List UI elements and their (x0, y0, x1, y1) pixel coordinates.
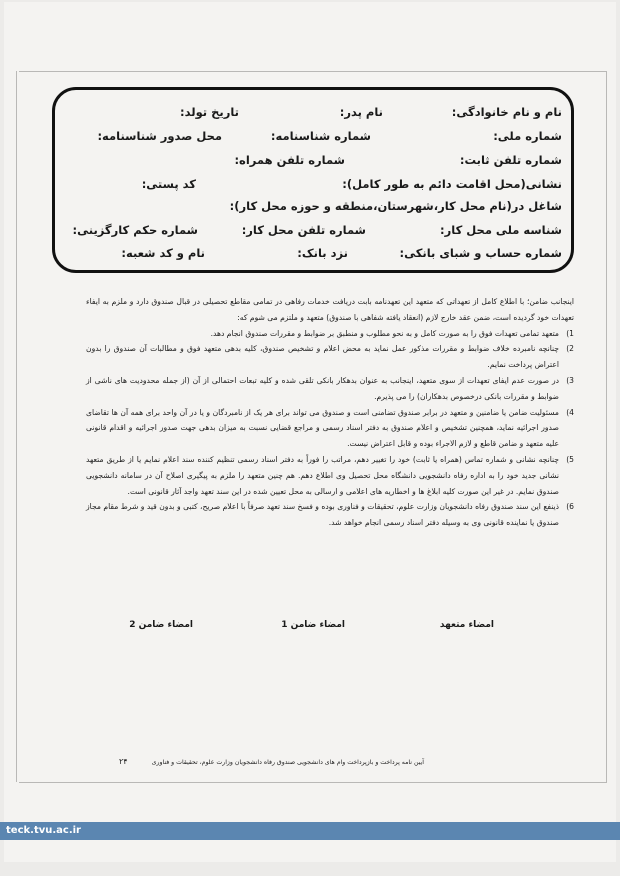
clause-item (86, 373, 574, 405)
clause-text: ذینفع این سند صندوق رفاه دانشجویان وزارت علوم، تحقیقات و فناوری بوده و فسخ سند تعهد صرفاً با اعلام صریح، کتبی و بدون قید و شرط مقام مجاز صندوق یا نماینده قانونی وی به وسیله دفتر اسناد رسمی انجام خواهد شد. (86, 502, 559, 528)
field-landline: شماره تلفن ثابت: (459, 153, 562, 167)
page-frame-bottom (19, 782, 607, 783)
clause-text: چنانچه نامبرده خلاف ضوابط و مقررات مذکور عمل نماید به محض اعلام و تشخیص صندوق، کلیه بدهی متعهد فوق و مطالبات آن صندوق را بدون اعتراض پرداخت نمایم. (86, 344, 559, 370)
field-work-phone: شماره تلفن محل کار: (241, 223, 366, 237)
clause-text: در صورت عدم ایفای تعهدات از سوی متعهد، اینجانب به عنوان بدهکار بانکی تلقی شده و کلیه تبعات احتمالی از آن (از جمله محدودیت های ناشی از ضوابط و مقررات بانکی درخصوص بدهکاران) را می پذیرم. (86, 375, 559, 401)
field-national-id: شماره ملی: (493, 129, 562, 143)
field-bank: نزد بانک: (297, 246, 348, 260)
clause-list (86, 326, 574, 531)
clause-text: مسئولیت ضامن یا ضامنین و متعهد در برابر صندوق تضامنی است و صندوق می تواند برای هر یک از نامبردگان و یا در آن واحد برای همه آن ها تقاضای صدور اجرائیه نماید، همچنین تشخیص و اعلام صندوق به دفتر اسناد رسمی و مراجع قضایی نسبت به میزان بدهی جهت صدور اجرائیه و اقدام قانونی علیه متعهد و ضامن قاطع و لازم الاجراء بوده و قابل اعتراض نیست. (86, 407, 559, 449)
field-postal-code: کد پستی: (141, 177, 196, 191)
clause-item (86, 341, 574, 373)
clause-text: متعهد تمامی تعهدات فوق را به صورت کامل و به نحو مطلوب و منطبق بر ضوابط و مقررات صندوق انجام دهد. (210, 328, 559, 338)
field-father-name: نام پدر: (339, 105, 383, 119)
clause-number: 4) (566, 407, 574, 417)
field-id-number: شماره شناسنامه: (270, 129, 371, 143)
watermark-band (0, 822, 620, 840)
field-address: نشانی(محل اقامت دائم به طور کامل): (342, 177, 562, 191)
signature-guarantor-2: امضاء ضامن 2 (129, 620, 193, 630)
undertaking-text (86, 294, 574, 531)
signature-obligor: امضاء متعهد (439, 620, 494, 630)
clause-number: 1) (566, 328, 574, 338)
page-frame-left (16, 71, 17, 782)
clause-text: چنانچه نشانی و شماره تماس (همراه یا ثابت) خود را تغییر دهم، مراتب را فوراً به دفتر اسناد رسمی تنظیم کننده سند اعلام نمایم یا از طریق متعهد نشانی جدید خود را به اداره رفاه دانشجویی دانشگاه محل تحصیل وی اطلاع دهم. هم چنین متعهد را ملزم به پیگیری اصلاح آن در سامانه دانشجویی صندوق نمایم. در غیر این صورت کلیه ابلاغ ها و اخطاریه های اعلامی و ارسالی به محل تعیین شده در این سند تعهد واجد آثار قانونی است. (86, 454, 559, 496)
footer-title: آیین نامه پرداخت و بازپرداخت وام های دانشجویی صندوق رفاه دانشجویان وزارت علوم، تحقیقات و فناوری (151, 759, 424, 766)
field-bank-account: شماره حساب و شبای بانکی: (399, 246, 562, 260)
field-hiring-order: شماره حکم کارگزینی: (72, 223, 198, 237)
page-frame-top (19, 71, 607, 72)
intro-paragraph: اینجانب ضامن؛ با اطلاع کامل از تعهداتی که متعهد این تعهدنامه بابت دریافت خدمات رفاهی در تمامی مقاطع تحصیلی در قبال صندوق دارد و ملزم به ایفاء تعهدات خود گردیده است، ضمن عقد خارج لازم (انعقاد یافته شفاهی با صندوق) متعهد و ملتزم می شوم که: (86, 297, 574, 322)
clause-item (86, 452, 574, 499)
clause-item (86, 405, 574, 452)
page-number: ۲۴ (119, 757, 128, 766)
clause-number: 5) (566, 454, 574, 464)
field-birth-date: تاریخ تولد: (180, 105, 239, 119)
field-full-name: نام و نام خانوادگی: (451, 105, 562, 119)
clause-number: 6) (566, 502, 574, 512)
field-branch: نام و کد شعبه: (121, 246, 205, 260)
page-frame-right (606, 71, 607, 782)
field-id-issue-place: محل صدور شناسنامه: (97, 129, 222, 143)
clause-number: 2) (566, 344, 574, 354)
clause-number: 3) (566, 375, 574, 385)
field-employment: شاغل در(نام محل کار،شهرستان،منطقه و حوزه محل کار): (229, 199, 562, 213)
site-watermark: teck.tvu.ac.ir (6, 825, 81, 836)
clause-item (86, 326, 574, 342)
signature-guarantor-1: امضاء ضامن 1 (281, 620, 345, 630)
field-mobile: شماره تلفن همراه: (234, 153, 345, 167)
clause-item (86, 499, 574, 531)
field-workplace-id: شناسه ملی محل کار: (440, 223, 562, 237)
